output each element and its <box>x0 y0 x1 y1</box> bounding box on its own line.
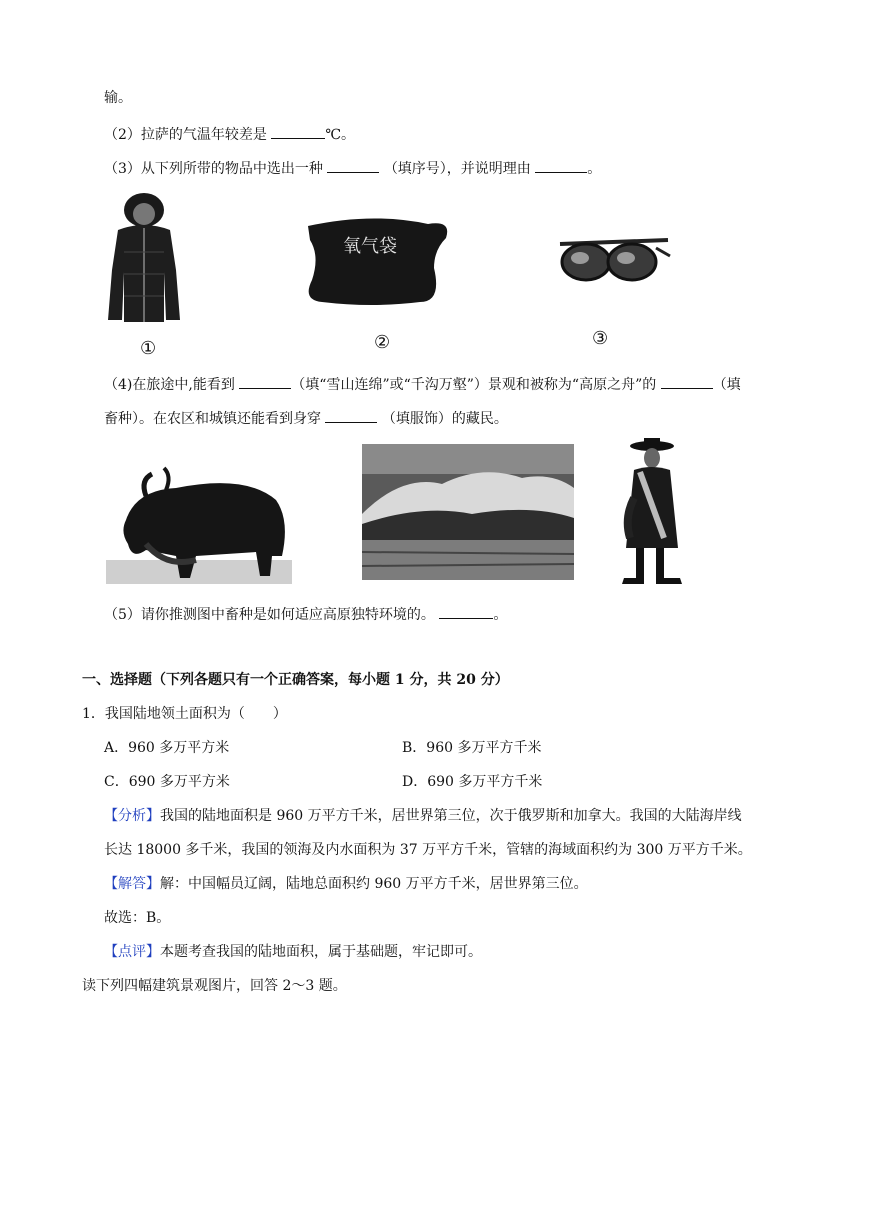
question-4 <box>104 374 741 395</box>
text: （4)在旅途中,能看到 <box>104 377 240 393</box>
comment-line <box>104 942 482 962</box>
yak-image <box>106 460 292 584</box>
answer-blank[interactable] <box>535 158 587 173</box>
text: （填服饰）的藏民。 <box>381 411 508 427</box>
question-4-cont <box>104 408 508 429</box>
text: （3）从下列所带的物品中选出一种 <box>104 161 328 177</box>
section-heading: 一、选择题（下列各题只有一个正确答案，每小题 1 分，共 20 分） <box>82 672 509 688</box>
question-3 <box>104 158 601 179</box>
answer-blank[interactable] <box>325 408 377 423</box>
answer-tag: 【解答】 <box>104 876 160 892</box>
analysis-tag: 【分析】 <box>104 808 160 824</box>
comment-tag: 【点评】 <box>104 944 160 960</box>
text: （2）拉萨的气温年较差是 <box>104 127 272 143</box>
text-line: 输。 <box>104 90 132 106</box>
read-instruction: 读下列四幅建筑景观图片，回答 2～3 题。 <box>82 978 347 994</box>
text: ℃。 <box>325 127 356 143</box>
analysis-line-2: 长达 18000 多千米，我国的领海及内水面积为 37 万平方千米，管辖的海域面积约为 300 万平方千米。 <box>104 842 752 858</box>
option-d[interactable]: D．690 多万平方千米 <box>402 774 543 790</box>
answer-blank[interactable] <box>327 158 379 173</box>
text: 畜种）。在农区和城镇还能看到身穿 <box>104 411 326 427</box>
figure-number-1: ① <box>140 338 157 359</box>
jacket-image <box>104 192 184 328</box>
text: 本题考查我国的陆地面积，属于基础题，牢记即可。 <box>160 944 482 960</box>
question-1: 1．我国陆地领土面积为（ ） <box>82 706 287 722</box>
question-5 <box>104 604 507 625</box>
question-2 <box>104 124 355 145</box>
text: （5）请你推测图中畜种是如何适应高原独特环境的。 <box>104 607 440 623</box>
oxygen-bag-label: 氧气袋 <box>343 236 397 257</box>
answer-blank[interactable] <box>239 374 291 389</box>
figure-number-3: ③ <box>592 328 609 349</box>
text: 。 <box>587 161 602 177</box>
option-a[interactable]: A．960 多万平方米 <box>104 740 230 756</box>
text: 。 <box>493 607 508 623</box>
answer-blank[interactable] <box>661 374 713 389</box>
oxygen-bag-image <box>302 216 452 308</box>
tibetan-person-image <box>616 438 686 586</box>
text: 解：中国幅员辽阔，陆地总面积约 960 万平方千米，居世界第三位。 <box>160 876 588 892</box>
sunglasses-image <box>556 236 672 288</box>
answer-blank[interactable] <box>271 124 325 139</box>
snow-mountain-image <box>362 444 574 580</box>
answer-blank[interactable] <box>439 604 493 619</box>
figure-number-2: ② <box>374 332 391 353</box>
text: （填序号），并说明理由 <box>383 161 536 177</box>
text: 我国的陆地面积是 960 万平方千米，居世界第三位，次于俄罗斯和加拿大。我国的大陆海岸线 <box>160 808 742 824</box>
option-c[interactable]: C．690 多万平方米 <box>104 774 230 790</box>
text: （填 <box>712 377 741 393</box>
option-b[interactable]: B．960 多万平方千米 <box>402 740 542 756</box>
text: （填“雪山连绵”或“千沟万壑”）景观和被称为“高原之舟”的 <box>291 377 661 393</box>
choice-line: 故选：B。 <box>104 910 171 926</box>
analysis-line-1 <box>104 806 742 826</box>
answer-line <box>104 874 588 894</box>
